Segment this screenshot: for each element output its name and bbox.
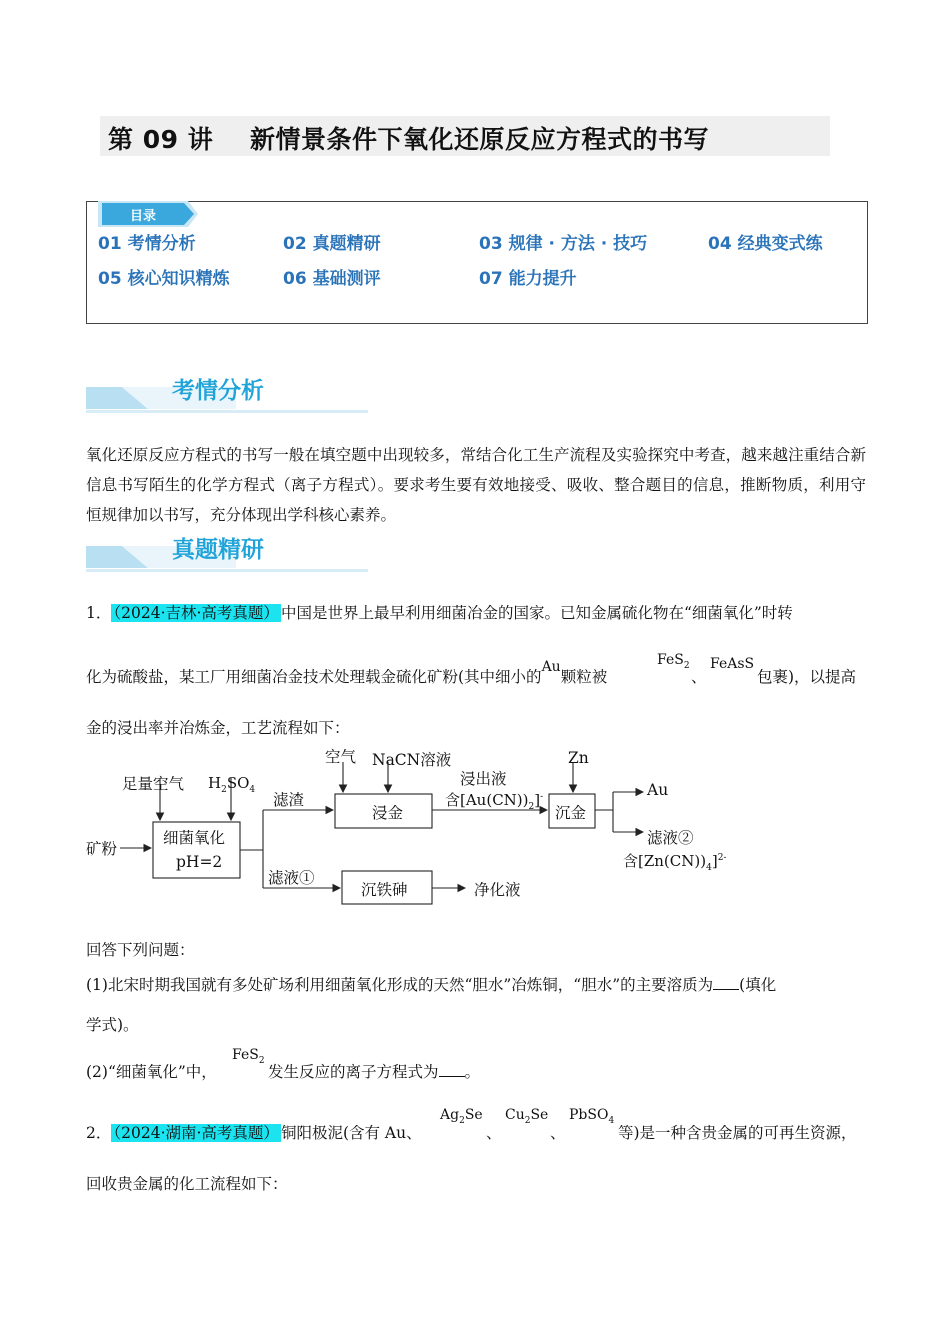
flow-box-iron-arsenic: 沉铁砷 — [361, 881, 408, 899]
formula-fes2: FeS$_2$ — [232, 1047, 265, 1066]
toc-item-01[interactable]: 01 考情分析 — [98, 234, 196, 254]
toc-item-04[interactable]: 04 经典变式练 — [708, 234, 823, 254]
formula-cu2se: $Cu_2Se$ — [505, 1107, 549, 1126]
question-number: 1． — [86, 604, 112, 622]
question-text: 化为硫酸盐，某工厂用细菌冶金技术处理载金硫化矿粉(其中细小的 — [86, 668, 542, 686]
question-text: 颗粒被 — [560, 668, 608, 686]
flow-box-ph: pH=2 — [176, 853, 223, 871]
question-text: 铜阳极泥(含有 Au、 — [280, 1124, 422, 1142]
flow-label-excess-air: 足量空气 — [122, 775, 185, 793]
formula-ag2se: $Ag_2Se$ — [440, 1107, 483, 1126]
question-source-badge: （2024·湖南·高考真题） — [113, 1124, 279, 1142]
toc-item-03[interactable]: 03 规律 · 方法 · 技巧 — [479, 234, 648, 254]
flow-box-gold-leaching: 浸金 — [372, 804, 404, 822]
flow-label-au-cyanide: 含$[Au(CN))_2]^-$ — [445, 791, 544, 812]
flow-label-nacn: NaCN溶液 — [372, 751, 452, 769]
answer-blank[interactable] — [439, 1062, 465, 1077]
formula-fes2: FeS$_2$ — [657, 652, 690, 671]
table-of-contents — [86, 201, 868, 324]
question-1-line-1 — [86, 601, 793, 623]
toc-tab-label: 目录 — [130, 209, 157, 224]
flow-label-filtrate-1: 滤液① — [268, 869, 315, 887]
answer-blank[interactable] — [713, 975, 739, 990]
question-number: 2． — [86, 1124, 112, 1142]
question-1-line-2 — [86, 659, 608, 687]
question-text: 中国是世界上最早利用细菌冶金的国家。已知金属硫化物在“细菌氧化”时转 — [280, 604, 793, 622]
question-2-line-1 — [86, 1121, 422, 1143]
sub-question-2: (2)“细菌氧化”中， — [86, 1063, 217, 1081]
formula-au: Au — [541, 659, 561, 675]
question-1-line-3: 金的浸出率并冶炼金，工艺流程如下： — [86, 719, 350, 737]
question-2-line-2: 回收贵金属的化工流程如下： — [86, 1175, 288, 1193]
exam-analysis-text: 氧化还原反应方程式的书写一般在填空题中出现较多，常结合化工生产流程及实验探究中考查，越来越注重结合新信息书写陌生的化学方程式（离子方程式）。要求考生要有效地接受、吸收、整合题目的信息，推断物质，利用守恒规律加以书写，充分体现出学科核心素养。 — [86, 446, 866, 524]
sub-question-1-cont: 学式)。 — [86, 1016, 139, 1034]
question-text: 包裹)，以提高 — [757, 668, 857, 686]
question-source-badge: （2024·吉林·高考真题） — [113, 604, 279, 622]
flow-label-residue: 滤渣 — [273, 791, 305, 809]
toc-item-05[interactable]: 05 核心知识精炼 — [98, 269, 230, 289]
flow-label-purified: 净化液 — [474, 881, 521, 899]
sub-question-1: (1)北宋时期我国就有多处矿场利用细菌氧化形成的天然“胆水”冶炼铜，“胆水”的主要溶质为 (填化 — [86, 976, 777, 994]
flow-label-au-product: Au — [647, 781, 669, 799]
separator: 、 — [691, 668, 707, 686]
flow-label-h2so4: $H_2SO_4$ — [208, 774, 256, 795]
flow-label-ore: 矿粉 — [86, 840, 118, 858]
toc-item-06[interactable]: 06 基础测评 — [283, 269, 381, 289]
separator: 、 — [486, 1124, 502, 1142]
separator: 、 — [550, 1124, 566, 1142]
page-title: 第 09 讲 新情景条件下氧化还原反应方程式的书写 — [108, 125, 710, 154]
question-prompt: 回答下列问题： — [86, 941, 195, 959]
sub-question-2-cont: 发生反应的离子方程式为 。 — [268, 1063, 481, 1081]
question-text: 等)是一种含贵金属的可再生资源， — [618, 1124, 857, 1142]
flow-label-filtrate-2: 滤液② — [647, 829, 694, 847]
formula-pbso4: PbSO$_4$ — [569, 1107, 615, 1126]
section-title-exam-analysis: 考情分析 — [172, 378, 264, 404]
flow-label-leachate: 浸出液 — [460, 770, 507, 788]
flow-label-air: 空气 — [325, 748, 357, 766]
toc-item-07[interactable]: 07 能力提升 — [479, 269, 577, 289]
flow-label-zn: Zn — [568, 749, 589, 767]
toc-item-02[interactable]: 02 真题精研 — [283, 234, 381, 254]
flow-box-bacterial-oxidation: 细菌氧化 — [163, 829, 226, 847]
flow-label-zn-cyanide: 含$[Zn(CN))_4]^{2-}$ — [623, 852, 727, 873]
flow-box-gold-sinking: 沉金 — [555, 804, 587, 822]
formula-feass: FeAsS — [710, 656, 755, 672]
section-title-real-questions: 真题精研 — [172, 537, 264, 563]
